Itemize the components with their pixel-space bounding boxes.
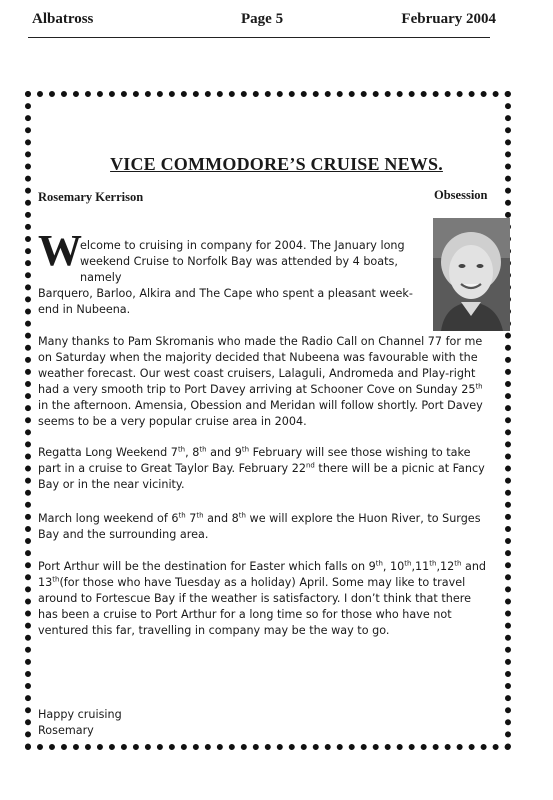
intro-line: Barquero, Barloo, Alkira and The Cape who spent a pleasant week- — [38, 287, 413, 300]
closing-line: Happy cruising — [38, 708, 122, 721]
signature-name: Rosemary — [38, 724, 94, 737]
intro-line: elcome to cruising in company for 2004. The January long — [80, 239, 405, 252]
paragraph-radio-call: Many thanks to Pam Skromanis who made the Radio Call on Channel 77 for me on Saturday when the majority decided that Nubeena was favourable with the weather forecast. Our west coast cruisers, Lalaguli, Andromeda and Play-right had a very smooth trip to Port Davey arriving at Schooner Cove on Sunday 25th in the afternoon. Amensia, Obession and Meridan will follow shortly. Port Davey seems to be a very popular cruise area in 2004. — [38, 335, 483, 428]
paragraph-march: March long weekend of 6th 7th and 8th we will explore the Huon River, to Surges Bay and the surrounding area. — [38, 511, 481, 541]
boat-name: Obsession — [434, 188, 488, 202]
author-photo — [433, 218, 510, 331]
intro-line: end in Nubeena. — [38, 303, 131, 316]
article-author: Rosemary Kerrison — [38, 190, 144, 204]
portrait-image — [433, 218, 510, 331]
page-number: Page 5 — [241, 11, 284, 27]
closing — [38, 707, 493, 739]
paragraph-easter: Port Arthur will be the destination for Easter which falls on 9th, 10th,11th,12th and 13th(for those who have Tuesday as a holiday) April. Some may like to travel around to Fortescue Bay if the weather is satisfactory. I don’t think that there has been a cruise to Port Arthur for a long time so for those who have not ventured this far, travelling in company may be the way to go. — [38, 559, 487, 637]
intro-line: weekend Cruise to Norfolk Bay was attended by 4 boats, namely — [80, 255, 398, 284]
page-header — [28, 8, 498, 30]
newsletter-name: Albatross — [32, 11, 94, 27]
paragraph-regatta: Regatta Long Weekend 7th, 8th and 9th February will see those wishing to take part in a cruise to Great Taylor Bay. February 22nd there will be a picnic at Fancy Bay or in the near vicinity. — [38, 445, 485, 491]
issue-date: February 2004 — [401, 11, 496, 27]
header-rule — [28, 37, 490, 38]
intro-paragraph — [38, 238, 430, 318]
drop-cap: W — [38, 226, 82, 275]
article-title: VICE COMMODORE’S CRUISE NEWS. — [110, 154, 443, 174]
